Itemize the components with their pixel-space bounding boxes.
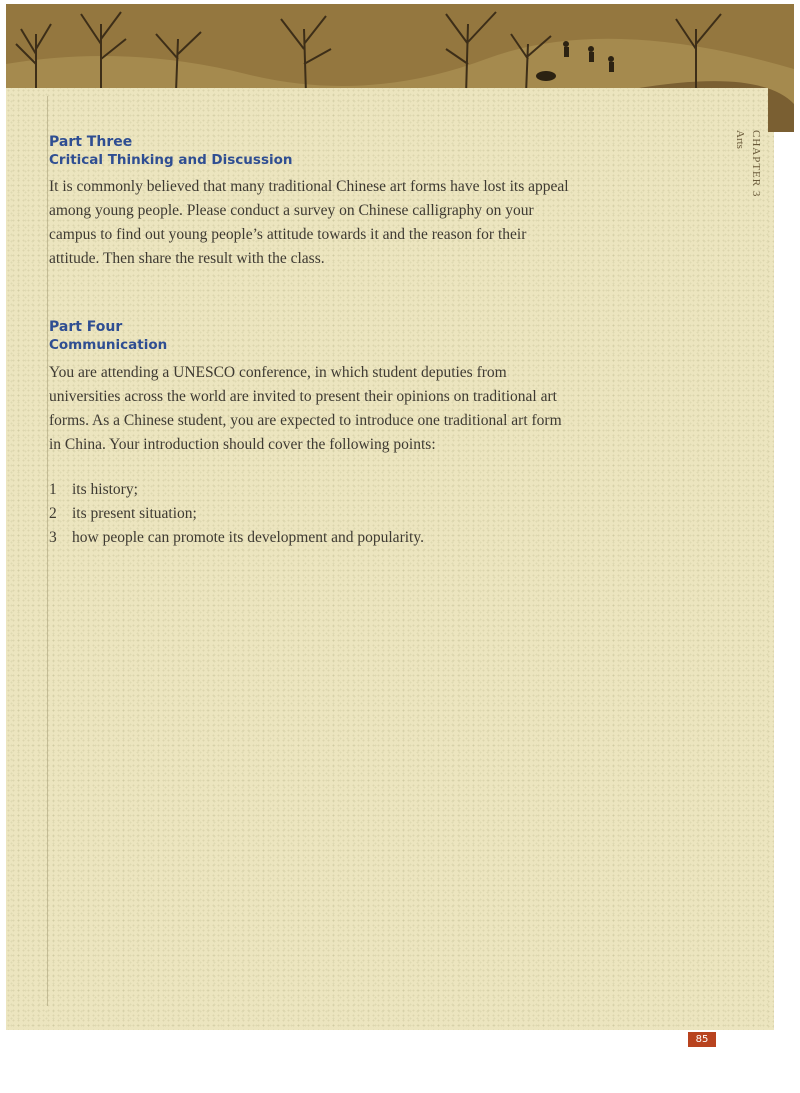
chapter-side-tab xyxy=(732,124,768,234)
list-item-number: 2 xyxy=(49,505,57,522)
part-three-text: It is commonly believed that many traditional Chinese art forms have lost its appeal among young people. Please conduct a survey on Chinese calligraphy on your campus to find out young people’s attitude towards it and the reason for their attitude. Then share the result with the class. xyxy=(49,178,569,267)
part-three-subtitle: Critical Thinking and Discussion xyxy=(49,152,293,168)
part-four-heading: Part Four xyxy=(49,319,123,335)
list-item-number: 1 xyxy=(49,481,57,498)
margin-rule xyxy=(47,96,48,1006)
page-number-badge: 85 xyxy=(688,1032,716,1047)
list-item-text: its present situation; xyxy=(72,505,197,522)
part-four-text: You are attending a UNESCO conference, in which student deputies from universities across the world are invited to present their opinions on traditional art forms. As a Chinese student, you are expected to introduce one traditional art form in China. Your introduction should cover the following points: xyxy=(49,364,562,453)
list-item xyxy=(49,529,424,547)
part-three-heading: Part Three xyxy=(49,134,133,150)
chapter-topic: Arts xyxy=(734,130,746,149)
list-item-text: its history; xyxy=(72,481,138,498)
chapter-label: CHAPTER 3 xyxy=(750,130,762,198)
list-item xyxy=(49,481,138,499)
part-four-subtitle: Communication xyxy=(49,337,168,353)
list-item-number: 3 xyxy=(49,529,57,546)
list-item-text: how people can promote its development and popularity. xyxy=(72,529,424,546)
list-item xyxy=(49,505,197,523)
